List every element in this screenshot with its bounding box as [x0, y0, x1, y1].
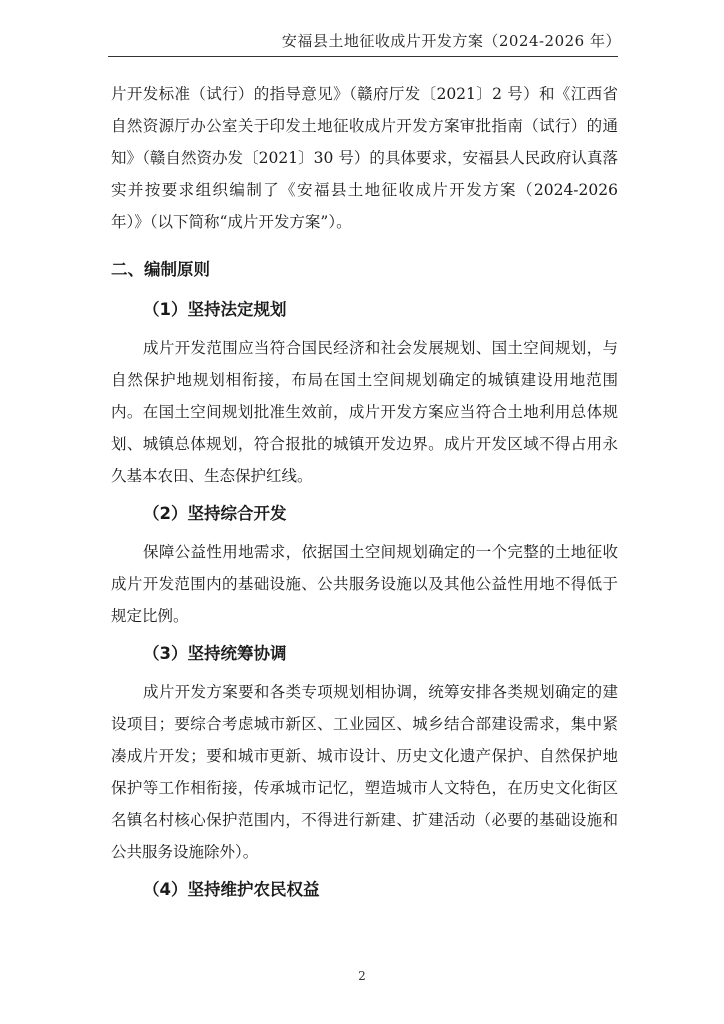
section-heading: 二、编制原则	[111, 260, 210, 279]
document-body	[111, 78, 618, 912]
principle-1-text: 成片开发范围应当符合国民经济和社会发展规划、国土空间规划，与自然保护地规划相衔接，布局在国土空间规划确定的城镇建设用地范围内。在国土空间规划批准生效前，成片开发方案应当符合土地利用总体规划、城镇总体规划，符合报批的城镇开发边界。成片开发区域不得占用永久基本农田、生态保护红线。	[111, 339, 618, 485]
principle-3-heading: （3）坚持统筹协调	[143, 644, 287, 663]
principle-1-heading: （1）坚持法定规划	[143, 300, 287, 319]
principle-2-heading: （2）坚持综合开发	[143, 504, 287, 523]
running-header: 安福县土地征收成片开发方案（2024-2026 年）	[281, 32, 621, 50]
intro-paragraph: 片开发标准（试行）的指导意见》（赣府厅发〔2021〕2 号）和《江西省自然资源厅办公室关于印发土地征收成片开发方案审批指南（试行）的通知》（赣自然资办发〔2021〕30 号）的具体要求，安福县人民政府认真落实并按要求组织编制了《安福县土地征收成片开发方案（2024-2026 年）》（以下简称“成片开发方案”）。	[111, 85, 618, 231]
page-number: 2	[358, 969, 366, 983]
principle-4-heading: （4）坚持维护农民权益	[143, 880, 320, 899]
principle-2-text: 保障公益性用地需求，依据国土空间规划确定的一个完整的土地征收成片开发范围内的基础设施、公共服务设施以及其他公益性用地不得低于规定比例。	[111, 543, 618, 625]
principle-3-text: 成片开发方案要和各类专项规划相协调，统筹安排各类规划确定的建设项目；要综合考虑城市新区、工业园区、城乡结合部建设需求，集中紧凑成片开发；要和城市更新、城市设计、历史文化遗产保护、自然保护地保护等工作相衔接，传承城市记忆，塑造城市人文特色，在历史文化街区名镇名村核心保护范围内，不得进行新建、扩建活动（必要的基础设施和公共服务设施除外）。	[111, 683, 618, 861]
header-divider	[108, 56, 618, 57]
